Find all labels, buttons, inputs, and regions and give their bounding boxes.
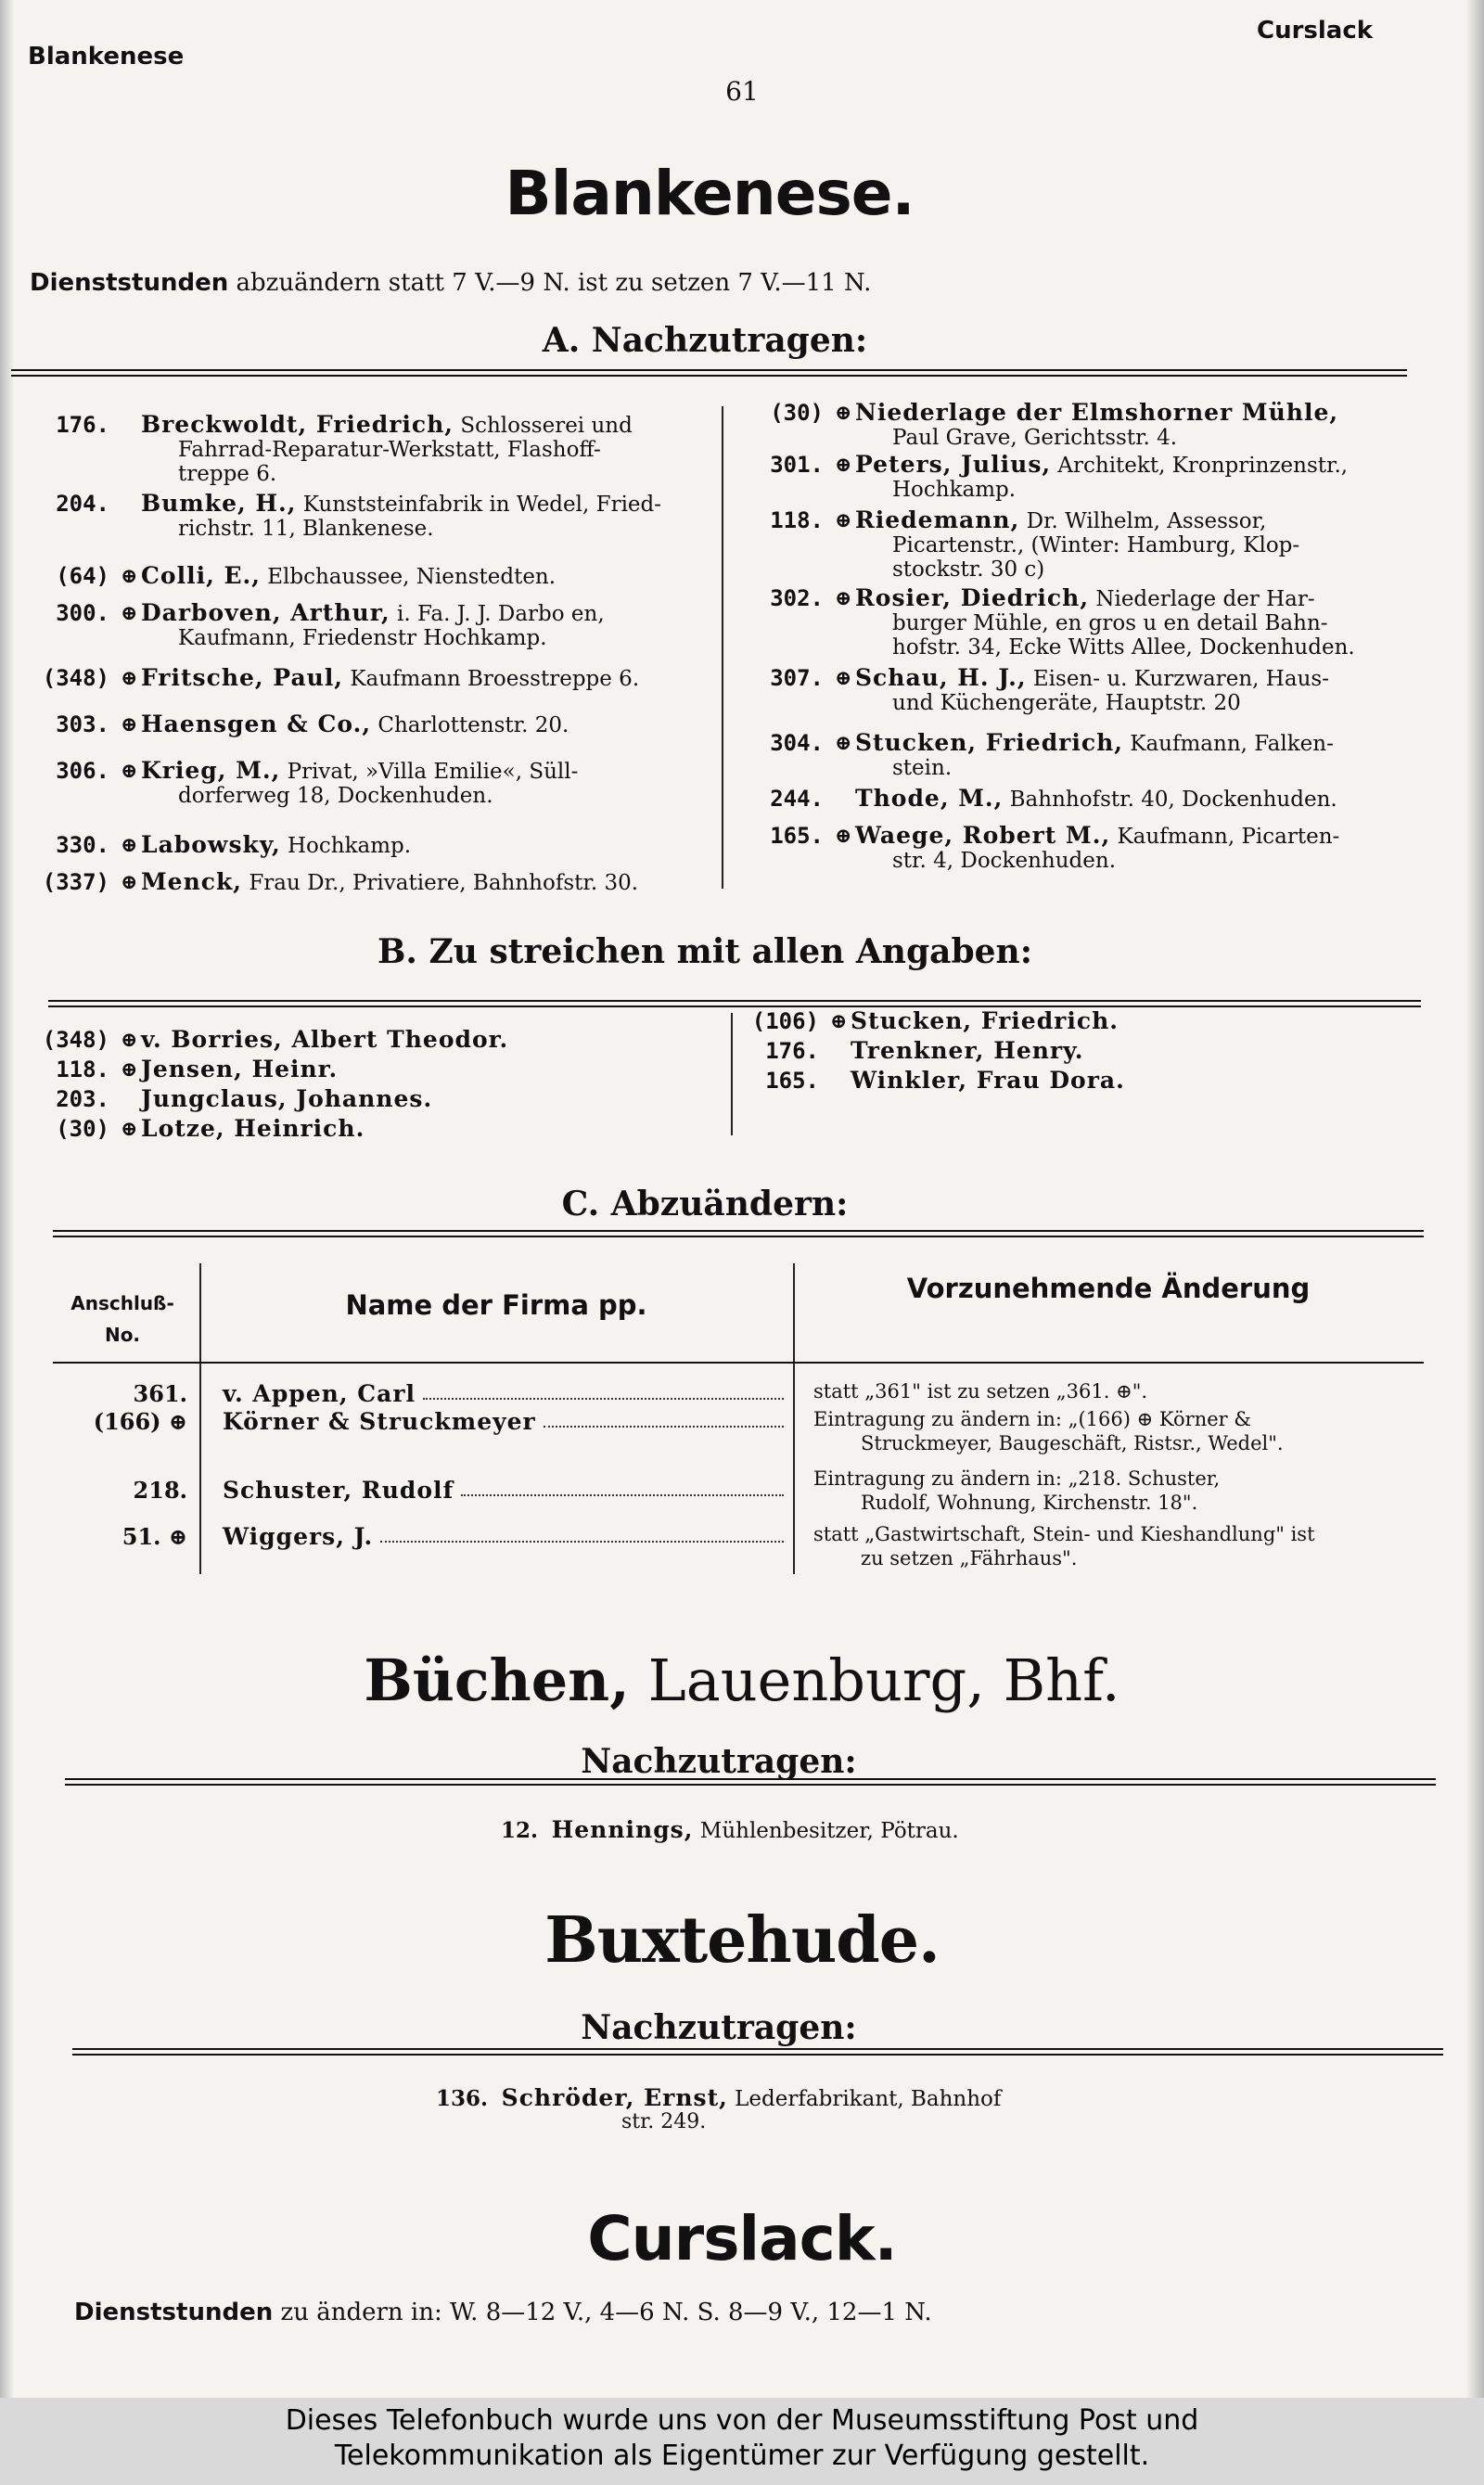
- table-divider-2: [793, 1263, 795, 1574]
- table-cell-name: [223, 1523, 784, 1550]
- entry-continuation: Fahrrad-Reparatur-Werkstatt, Flashoff-: [178, 438, 601, 462]
- entry-body: [141, 712, 714, 737]
- entry-number: 176.: [56, 412, 109, 438]
- entry-continuation: Paul Grave, Gerichtsstr. 4.: [892, 426, 1178, 450]
- entry-number: 12.: [501, 1818, 539, 1843]
- entry-first-line: [855, 508, 1428, 533]
- telephone-marker-icon: ⊕: [835, 731, 852, 755]
- entry-name: Rosier, Diedrich,: [855, 584, 1090, 611]
- entry-text: Niederlage der Har-: [1089, 587, 1315, 611]
- entry-text: Dr. Wilhelm, Assessor,: [1019, 509, 1267, 533]
- entry-continuation: stein.: [892, 756, 953, 780]
- telephone-marker-icon: ⊕: [121, 564, 138, 588]
- entry-number: 307.: [770, 665, 824, 691]
- leader-dots: [380, 1523, 784, 1543]
- entry-first-line: [855, 401, 1428, 426]
- blankenese-hours: [30, 269, 871, 297]
- entry-continuation: und Küchengeräte, Hauptstr. 20: [892, 691, 1241, 715]
- entry-name: Krieg, M.,: [141, 757, 281, 784]
- telephone-marker-icon: ⊕: [121, 759, 138, 783]
- telephone-marker-icon: ⊕: [121, 833, 138, 857]
- entry-body: [855, 787, 1428, 812]
- entry-text: Frau Dr., Privatiere, Bahnhofstr. 30.: [242, 871, 639, 895]
- entry-number: 330.: [56, 832, 109, 858]
- entry-name: Haensgen & Co.,: [141, 711, 372, 737]
- table-cell-number: 218.: [133, 1477, 187, 1504]
- table-header-change: Vorzunehmende Änderung: [906, 1273, 1311, 1304]
- entry-first-line: [851, 1009, 1424, 1034]
- city-title-buechen: [0, 1646, 1484, 1714]
- entry-text: Eisen- u. Kurzwaren, Haus-: [1026, 667, 1329, 691]
- header-anschluss: Anschluß-: [70, 1292, 174, 1314]
- table-cell-change-cont: Struckmeyer, Baugeschäft, Ristsr., Wedel".: [861, 1432, 1284, 1454]
- entry-number: 300.: [56, 600, 109, 626]
- entry-continuation: Hochkamp.: [892, 478, 1017, 502]
- entry-number: 204.: [56, 491, 109, 517]
- entry-name: Stucken, Friedrich,: [855, 729, 1123, 756]
- entry-text: Kaufmann, Picarten-: [1110, 825, 1340, 849]
- entry-number: (30): [56, 1116, 109, 1142]
- entry-number: (337): [42, 869, 109, 895]
- entry-first-line: [141, 1028, 714, 1053]
- telephone-marker-icon: ⊕: [121, 712, 138, 737]
- entry-continuation: hofstr. 34, Ecke Witts Allee, Dockenhuden.: [892, 635, 1355, 660]
- entry-body: [141, 1117, 714, 1142]
- hours-label: Dienststunden: [74, 2299, 274, 2326]
- entry-body: [855, 508, 1428, 582]
- entry-name: Bumke, H.,: [141, 490, 297, 517]
- column-divider-a: [722, 406, 723, 889]
- entry-first-line: [141, 870, 714, 895]
- entry-name: Breckwoldt, Friedrich,: [141, 411, 454, 438]
- header-no: No.: [104, 1324, 141, 1346]
- table-cell-number: 361.: [133, 1380, 187, 1407]
- entry-name: Winkler, Frau Dora.: [851, 1067, 1125, 1094]
- telephone-marker-icon: ⊕: [121, 870, 138, 894]
- buechen-section-heading: Nachzutragen:: [581, 1742, 857, 1781]
- table-cell-change-cont: Rudolf, Wohnung, Kirchenstr. 18".: [861, 1492, 1198, 1514]
- entry-number: (106): [751, 1008, 819, 1034]
- footer-line-1: Dieses Telefonbuch wurde uns von der Museumsstiftung Post und: [285, 2404, 1199, 2437]
- buxtehude-entry-cont: str. 249.: [621, 2110, 707, 2133]
- telephone-marker-icon: ⊕: [835, 508, 852, 532]
- leader-dots: [544, 1408, 784, 1428]
- entry-number: (64): [56, 563, 109, 589]
- telephone-marker-icon: ⊕: [121, 1117, 138, 1141]
- leader-dots: [461, 1477, 784, 1496]
- entry-name: Jensen, Heinr.: [141, 1056, 339, 1082]
- telephone-marker-icon: ⊕: [121, 601, 138, 625]
- entry-number: (348): [42, 1027, 109, 1053]
- entry-first-line: [855, 787, 1428, 812]
- entry-first-line: [141, 413, 714, 438]
- running-head-right: Curslack: [1257, 17, 1374, 45]
- telephone-marker-icon: ⊕: [835, 401, 852, 425]
- entry-continuation: burger Mühle, en gros u en detail Bahn-: [892, 611, 1328, 635]
- entry-first-line: [141, 564, 714, 589]
- buxtehude-section-heading: Nachzutragen:: [581, 2008, 857, 2047]
- table-cell-change: Eintragung zu ändern in: „(166) ⊕ Körner &: [813, 1408, 1252, 1430]
- hours-text: abzuändern statt 7 V.—9 N. ist zu setzen 7 V.—11 N.: [236, 269, 872, 297]
- entry-first-line: [141, 492, 714, 517]
- table-header-rule: [53, 1362, 1424, 1364]
- section-b-rule: [48, 1000, 1421, 1007]
- telephone-marker-icon: ⊕: [835, 586, 852, 610]
- entry-number: 304.: [770, 730, 824, 756]
- entry-continuation: Picartenstr., (Winter: Hamburg, Klop-: [892, 533, 1300, 557]
- page-number: 61: [725, 76, 759, 107]
- hours-label: Dienststunden: [30, 269, 229, 297]
- entry-name: Hennings,: [551, 1816, 694, 1843]
- entry-text: Kaufmann Broesstreppe 6.: [343, 667, 640, 691]
- entry-body: [141, 833, 714, 858]
- telephone-marker-icon: ⊕: [830, 1009, 848, 1033]
- entry-name: Thode, M.,: [855, 785, 1004, 812]
- buechen-entry: [501, 1816, 959, 1843]
- buxtehude-entry: [436, 2084, 1001, 2111]
- entry-number: (30): [770, 400, 824, 426]
- entry-continuation: str. 4, Dockenhuden.: [892, 849, 1117, 873]
- entry-name: Schau, H. J.,: [855, 664, 1027, 691]
- entry-name: v. Borries, Albert Theodor.: [141, 1026, 509, 1053]
- entry-name: Riedemann,: [855, 506, 1020, 533]
- entry-text: Elbchaussee, Nienstedten.: [260, 565, 556, 589]
- city-title-blankenese: Blankenese.: [505, 158, 915, 229]
- entry-continuation: stockstr. 30 c): [892, 557, 1045, 582]
- table-top-rule: [53, 1230, 1424, 1237]
- entry-body: [141, 1087, 714, 1112]
- telephone-marker-icon: ⊕: [121, 1057, 138, 1082]
- entry-body: [141, 1028, 714, 1053]
- entry-number: 176.: [765, 1038, 819, 1064]
- entry-body: [851, 1009, 1424, 1034]
- entry-name: Peters, Julius,: [855, 451, 1052, 478]
- hours-text: zu ändern in: W. 8—12 V., 4—6 N. S. 8—9 V., 12—1 N.: [280, 2299, 932, 2326]
- entry-first-line: [141, 601, 714, 626]
- entry-first-line: [855, 824, 1428, 849]
- table-cell-change: statt „Gastwirtschaft, Stein- und Kieshandlung" ist: [813, 1523, 1315, 1545]
- city-title-buxtehude: Buxtehude.: [544, 1903, 940, 1978]
- entry-number: (348): [42, 665, 109, 691]
- entry-text: Bahnhofstr. 40, Dockenhuden.: [1003, 788, 1337, 812]
- entry-name: Fritsche, Paul,: [141, 664, 344, 691]
- telephone-marker-icon: ⊕: [121, 666, 138, 690]
- entry-name: Lotze, Heinrich.: [141, 1115, 365, 1142]
- entry-body: [855, 824, 1428, 873]
- entry-body: [141, 666, 714, 691]
- entry-body: [855, 666, 1428, 715]
- buechen-title-rest: Lauenburg, Bhf.: [647, 1646, 1120, 1714]
- entry-first-line: [855, 666, 1428, 691]
- entry-text: Lederfabrikant, Bahnhof: [735, 2087, 1002, 2111]
- entry-body: [851, 1069, 1424, 1094]
- entry-first-line: [855, 731, 1428, 756]
- entry-name: Jungclaus, Johannes.: [141, 1085, 433, 1112]
- entry-number: 302.: [770, 585, 824, 611]
- telephone-marker-icon: ⊕: [835, 666, 852, 690]
- entry-body: [141, 601, 714, 650]
- curslack-hours: [74, 2299, 932, 2326]
- entry-body: [855, 453, 1428, 502]
- entry-text: Privat, »Villa Emilie«, Süll-: [280, 760, 579, 784]
- entry-text: Architekt, Kronprinzenstr.,: [1051, 454, 1349, 478]
- entry-body: [141, 492, 714, 541]
- entry-number: 118.: [56, 1057, 109, 1082]
- table-cell-name: [223, 1380, 784, 1407]
- entry-body: [141, 759, 714, 808]
- entry-name: Menck,: [141, 868, 243, 895]
- entry-body: [855, 586, 1428, 660]
- entry-body: [855, 731, 1428, 780]
- table-cell-name: [223, 1477, 784, 1504]
- entry-continuation: dorferweg 18, Dockenhuden.: [178, 784, 493, 808]
- table-cell-number: (166) ⊕: [93, 1408, 187, 1435]
- entry-name: Niederlage der Elmshorner Mühle,: [855, 399, 1339, 426]
- entry-name: Stucken, Friedrich.: [851, 1007, 1119, 1034]
- entry-number: 301.: [770, 452, 824, 478]
- table-cell-change: statt „361" ist zu setzen „361. ⊕".: [813, 1380, 1148, 1403]
- table-cell-change: Eintragung zu ändern in: „218. Schuster,: [813, 1467, 1221, 1490]
- entry-text: Kunststeinfabrik in Wedel, Fried-: [296, 493, 662, 517]
- firm-name: v. Appen, Carl: [223, 1380, 416, 1407]
- telephone-marker-icon: ⊕: [121, 1028, 138, 1052]
- telephone-marker-icon: ⊕: [835, 453, 852, 477]
- entry-text: i. Fa. J. J. Darbo en,: [390, 602, 605, 626]
- section-a-rule: [11, 369, 1407, 377]
- city-title-curslack: Curslack.: [587, 2203, 897, 2274]
- entry-name: Schröder, Ernst,: [501, 2084, 728, 2111]
- entry-name: Waege, Robert M.,: [855, 822, 1111, 849]
- entry-body: [141, 413, 714, 486]
- entry-number: 303.: [56, 711, 109, 737]
- entry-first-line: [141, 759, 714, 784]
- entry-name: Labowsky,: [141, 831, 281, 858]
- firm-name: Wiggers, J.: [223, 1523, 374, 1550]
- entry-first-line: [141, 833, 714, 858]
- entry-continuation: richstr. 11, Blankenese.: [178, 517, 434, 541]
- buxtehude-rule: [72, 2048, 1443, 2056]
- entry-number: 165.: [770, 823, 824, 849]
- table-cell-change-cont: zu setzen „Fährhaus".: [861, 1547, 1078, 1569]
- entry-text: Kaufmann, Falken-: [1122, 732, 1334, 756]
- entry-text: Schlosserei und: [454, 414, 633, 438]
- entry-first-line: [141, 1057, 714, 1082]
- entry-number: 203.: [56, 1086, 109, 1112]
- entry-text: Mühlenbesitzer, Pötrau.: [699, 1819, 959, 1843]
- buechen-rule: [65, 1778, 1436, 1786]
- section-c-heading: C. Abzuändern:: [561, 1185, 849, 1223]
- entry-body: [851, 1039, 1424, 1064]
- firm-name: Schuster, Rudolf: [223, 1477, 454, 1504]
- entry-first-line: [851, 1069, 1424, 1094]
- leader-dots: [423, 1380, 784, 1400]
- entry-number: 136.: [436, 2086, 489, 2111]
- buechen-title-bold: Büchen,: [364, 1646, 630, 1714]
- entry-body: [141, 870, 714, 895]
- table-cell-number: 51. ⊕: [122, 1523, 187, 1550]
- entry-number: 244.: [770, 786, 824, 812]
- entry-body: [141, 1057, 714, 1082]
- table-cell-name: [223, 1408, 784, 1435]
- entry-first-line: [141, 1117, 714, 1142]
- copyright-footer: [0, 2398, 1484, 2485]
- entry-name: Darboven, Arthur,: [141, 599, 390, 626]
- entry-number: 165.: [765, 1068, 819, 1094]
- entry-first-line: [141, 1087, 714, 1112]
- entry-first-line: [141, 712, 714, 737]
- entry-continuation: Kaufmann, Friedenstr Hochkamp.: [178, 626, 547, 650]
- column-divider-b: [731, 1013, 733, 1135]
- running-head-left: Blankenese: [28, 43, 185, 70]
- section-a-heading: A. Nachzutragen:: [542, 321, 868, 360]
- entry-number: 306.: [56, 758, 109, 784]
- entry-name: Colli, E.,: [141, 562, 261, 589]
- entry-body: [141, 564, 714, 589]
- footer-line-2: Telekommunikation als Eigentümer zur Verfügung gestellt.: [334, 2440, 1150, 2472]
- table-header-name: Name der Firma pp.: [345, 1289, 647, 1321]
- entry-first-line: [851, 1039, 1424, 1064]
- page-edge-right: [1467, 0, 1484, 2398]
- entry-name: Trenkner, Henry.: [851, 1037, 1084, 1064]
- firm-name: Körner & Struckmeyer: [223, 1408, 536, 1435]
- entry-text: Hochkamp.: [280, 834, 412, 858]
- telephone-marker-icon: ⊕: [835, 824, 852, 848]
- entry-first-line: [855, 586, 1428, 611]
- section-b-heading: B. Zu streichen mit allen Angaben:: [377, 932, 1032, 971]
- entry-continuation: treppe 6.: [178, 462, 277, 486]
- entry-text: Charlottenstr. 20.: [371, 713, 569, 737]
- entry-first-line: [855, 453, 1428, 478]
- table-header-number: [58, 1287, 187, 1351]
- entry-number: 118.: [770, 507, 824, 533]
- entry-body: [855, 401, 1428, 450]
- entry-first-line: [141, 666, 714, 691]
